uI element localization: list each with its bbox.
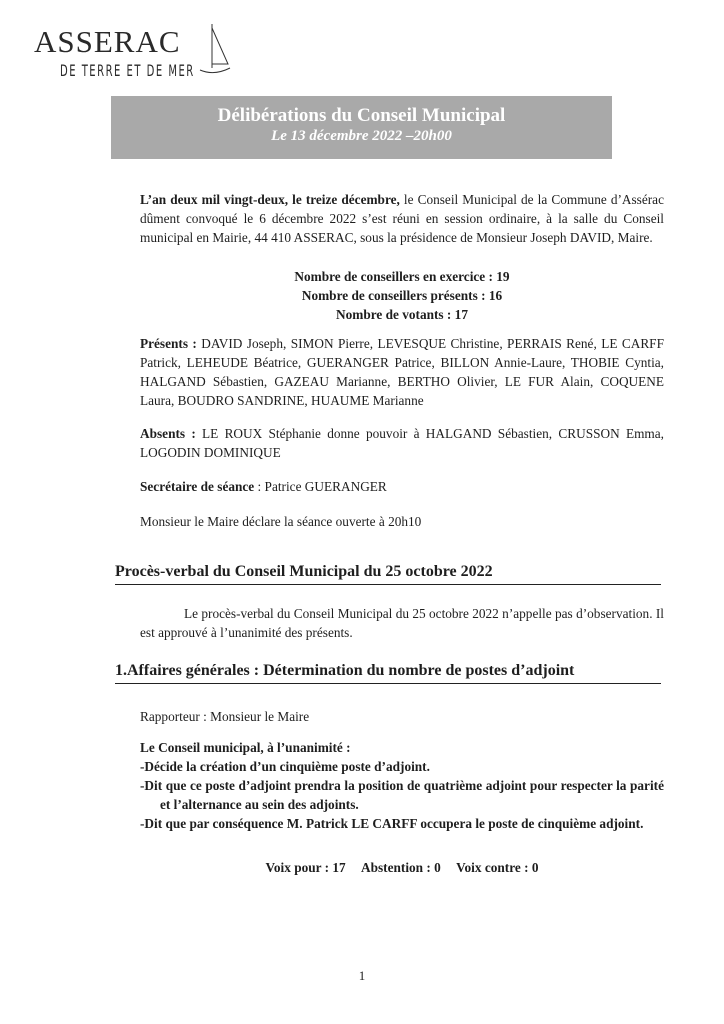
intro-paragraph: [140, 190, 664, 247]
decision-item: -Dit que ce poste d’adjoint prendra la position de quatrième adjoint pour respecter la parité et l’alternance au sein des adjoints.: [140, 778, 664, 812]
page-number: 1: [358, 968, 366, 983]
title-banner: [111, 96, 612, 159]
decision-item: -Dit que par conséquence M. Patrick LE CARFF occupera le poste de cinquième adjoint.: [140, 816, 644, 831]
votes-for: Voix pour : 17: [265, 860, 346, 875]
decision-block: [140, 738, 664, 833]
intro-text: le Conseil Municipal de la Commune d’Assérac dûment convoqué le 6 décembre 2022 s’est réuni en session ordinaire, à la salle du Conseil municipal en Mairie, 44 410 ASSERAC, sous la présidence de Monsieur Joseph DAVID, Maire.: [140, 192, 664, 245]
count-voters: Nombre de votants : 17: [336, 307, 468, 322]
vote-results: [140, 860, 664, 876]
votes-against: Voix contre : 0: [456, 860, 539, 875]
rapporteur: Rapporteur : Monsieur le Maire: [140, 709, 310, 724]
absents-paragraph: [140, 424, 664, 462]
count-in-office: Nombre de conseillers en exercice : 19: [294, 269, 510, 284]
decision-head: Le Conseil municipal, à l’unanimité :: [140, 740, 351, 755]
count-present: Nombre de conseillers présents : 16: [301, 288, 503, 303]
document-title: Délibérations du Conseil Municipal: [217, 105, 506, 126]
sailboat-icon: [198, 20, 232, 80]
secretary-label: Secrétaire de séance: [140, 479, 255, 494]
absents-label: Absents :: [140, 426, 196, 441]
document-date: Le 13 décembre 2022 –20h00: [271, 128, 452, 144]
section-pv-title: Procès-verbal du Conseil Municipal du 25 octobre 2022: [115, 563, 661, 585]
secretary-paragraph: [140, 477, 664, 496]
intro-lead: L’an deux mil vingt-deux, le treize décembre,: [140, 192, 400, 207]
presents-label: Présents :: [140, 336, 197, 351]
section-pv-text: Le procès-verbal du Conseil Municipal du 25 octobre 2022 n’appelle pas d’observation. Il est approuvé à l’unanimité des présents.: [140, 606, 664, 640]
counts-block: [140, 267, 664, 324]
presents-paragraph: [140, 334, 664, 410]
secretary-text: : Patrice GUERANGER: [254, 479, 387, 494]
opening-paragraph: Monsieur le Maire déclare la séance ouverte à 20h10: [140, 514, 422, 529]
section-adjoint-title: 1.Affaires générales : Détermination du nombre de postes d’adjoint: [115, 662, 661, 684]
presents-text: DAVID Joseph, SIMON Pierre, LEVESQUE Christine, PERRAIS René, LE CARFF Patrick, LEHEUDE Béatrice, GUERANGER Patrice, BILLON Annie-Laure, THOBIE Cyntia, HALGAND Sébastien, GAZEAU Marianne, BERTHO Olivier, LE FUR Alain, COQUENE Laura, BOUDRO SANDRINE, HUAUME Marianne: [140, 336, 664, 408]
logo-tagline: DE TERRE ET DE MER: [60, 63, 195, 81]
logo-name: ASSERAC: [34, 24, 181, 59]
absents-text: LE ROUX Stéphanie donne pouvoir à HALGAND Sébastien, CRUSSON Emma, LOGODIN DOMINIQUE: [140, 426, 664, 460]
decision-item: -Décide la création d’un cinquième poste d’adjoint.: [140, 759, 430, 774]
votes-abstention: Abstention : 0: [361, 860, 441, 875]
logo: [30, 20, 230, 90]
